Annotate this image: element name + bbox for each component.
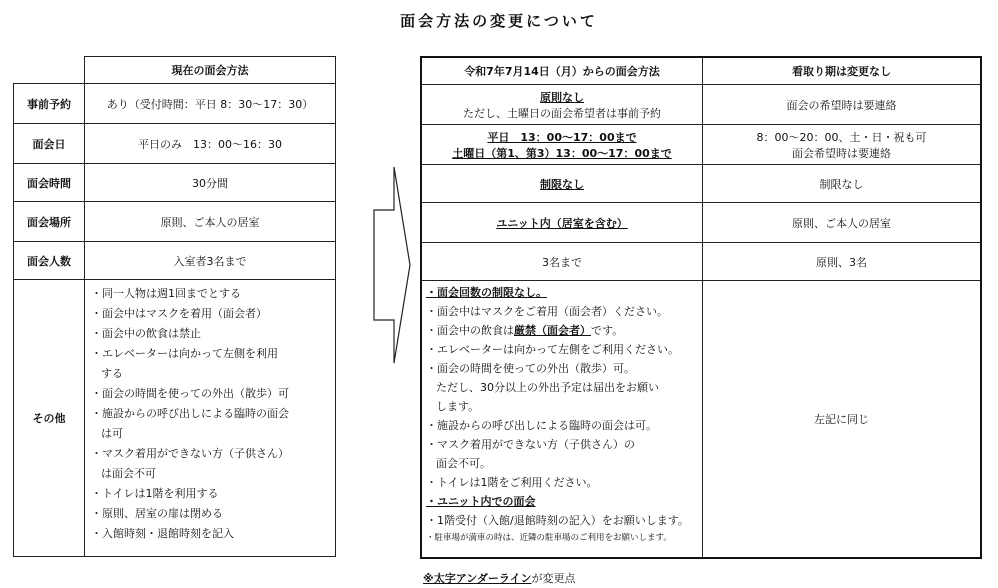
list-item: ・面会の時間を使っての外出（散歩）可。 [426,362,635,375]
page-title: 面会方法の変更について [400,12,598,30]
row-label: その他 [14,280,85,557]
current-other-cell [85,280,336,557]
terminal-cell: 制限なし [703,165,982,203]
list-item: します。 [436,400,480,413]
list-item: ・1階受付（入館/退館時刻の記入）をお願いします。 [426,514,689,527]
current-cell: あり（受付時間：平日 8：30〜17：30） [85,84,336,124]
row-label: 面会時間 [14,164,85,202]
list-item: ・面会中の飲食は厳禁（面会者）です。 [426,324,624,337]
list-item: ・マスク着用ができない方（子供さん） [91,447,289,460]
row-label: 面会人数 [14,242,85,280]
new-cell: ユニット内（居室を含む） [421,203,703,243]
new-cell: 3名まで [421,243,703,281]
new-cell: 制限なし [421,165,703,203]
list-item: ・面会中はマスクをご着用（面会者）ください。 [426,305,668,318]
list-item: する [101,367,123,380]
list-item: ・面会回数の制限なし。 [426,286,547,299]
list-item: 面会不可。 [436,457,491,470]
list-item: ・施設からの呼び出しによる臨時の面会 [91,407,289,420]
current-cell: 平日のみ 13：00〜16：30 [85,124,336,164]
list-item: ・トイレは1階を利用する [91,487,219,500]
current-cell: 入室者3名まで [85,242,336,280]
list-item: ・面会の時間を使っての外出（散歩）可 [91,387,289,400]
row-label: 事前予約 [14,84,85,124]
terminal-cell: 面会の希望時は要連絡 [703,85,982,125]
footnote: ※太字アンダーラインが変更点 [423,572,576,585]
list-item: ・エレベーターは向かって左側を利用 [91,347,278,360]
terminal-cell: 8：00〜20：00、土・日・祝も可 面会希望時は要連絡 [703,125,982,165]
new-cell: 原則なし ただし、土曜日の面会希望者は事前予約 [421,85,703,125]
new-method-table [420,56,982,559]
terminal-cell: 原則、ご本人の居室 [703,203,982,243]
terminal-cell: 左記に同じ [703,281,982,558]
list-item: ・エレベーターは向かって左側をご利用ください。 [426,343,679,356]
list-item: ・トイレは1階をご利用ください。 [426,476,598,489]
current-header: 現在の面会方法 [85,57,336,84]
terminal-cell: 原則、3名 [703,243,982,281]
arrow-right-icon [372,165,412,365]
list-item: ・同一人物は週1回までとする [91,287,241,300]
list-item: ・施設からの呼び出しによる臨時の面会は可。 [426,419,657,432]
list-item: ・面会中の飲食は禁止 [91,327,201,340]
row-label: 面会場所 [14,202,85,242]
current-method-table [13,56,336,557]
list-item: ・マスク着用ができない方（子供さん）の [426,438,635,451]
list-item: ・面会中はマスクを着用（面会者） [91,307,267,320]
list-item: ・入館時刻・退館時刻を記入 [91,527,234,540]
list-item: ただし、30分以上の外出予定は届出をお願い [436,381,659,394]
row-label: 面会日 [14,124,85,164]
current-cell: 30分間 [85,164,336,202]
list-item: ・駐車場が満車の時は、近隣の駐車場のご利用をお願いします。 [426,533,672,543]
terminal-header: 看取り期は変更なし [703,57,982,85]
new-cell: 平日 13：00〜17：00まで 土曜日（第1、第3）13：00〜17：00まで [421,125,703,165]
list-item: は面会不可 [101,467,156,480]
list-item: ・ユニット内での面会 [426,495,536,508]
list-item: ・原則、居室の扉は閉める [91,507,223,520]
new-header: 令和7年7月14日（月）からの面会方法 [421,57,703,85]
new-other-cell [421,281,703,558]
current-cell: 原則、ご本人の居室 [85,202,336,242]
list-item: は可 [101,427,123,440]
